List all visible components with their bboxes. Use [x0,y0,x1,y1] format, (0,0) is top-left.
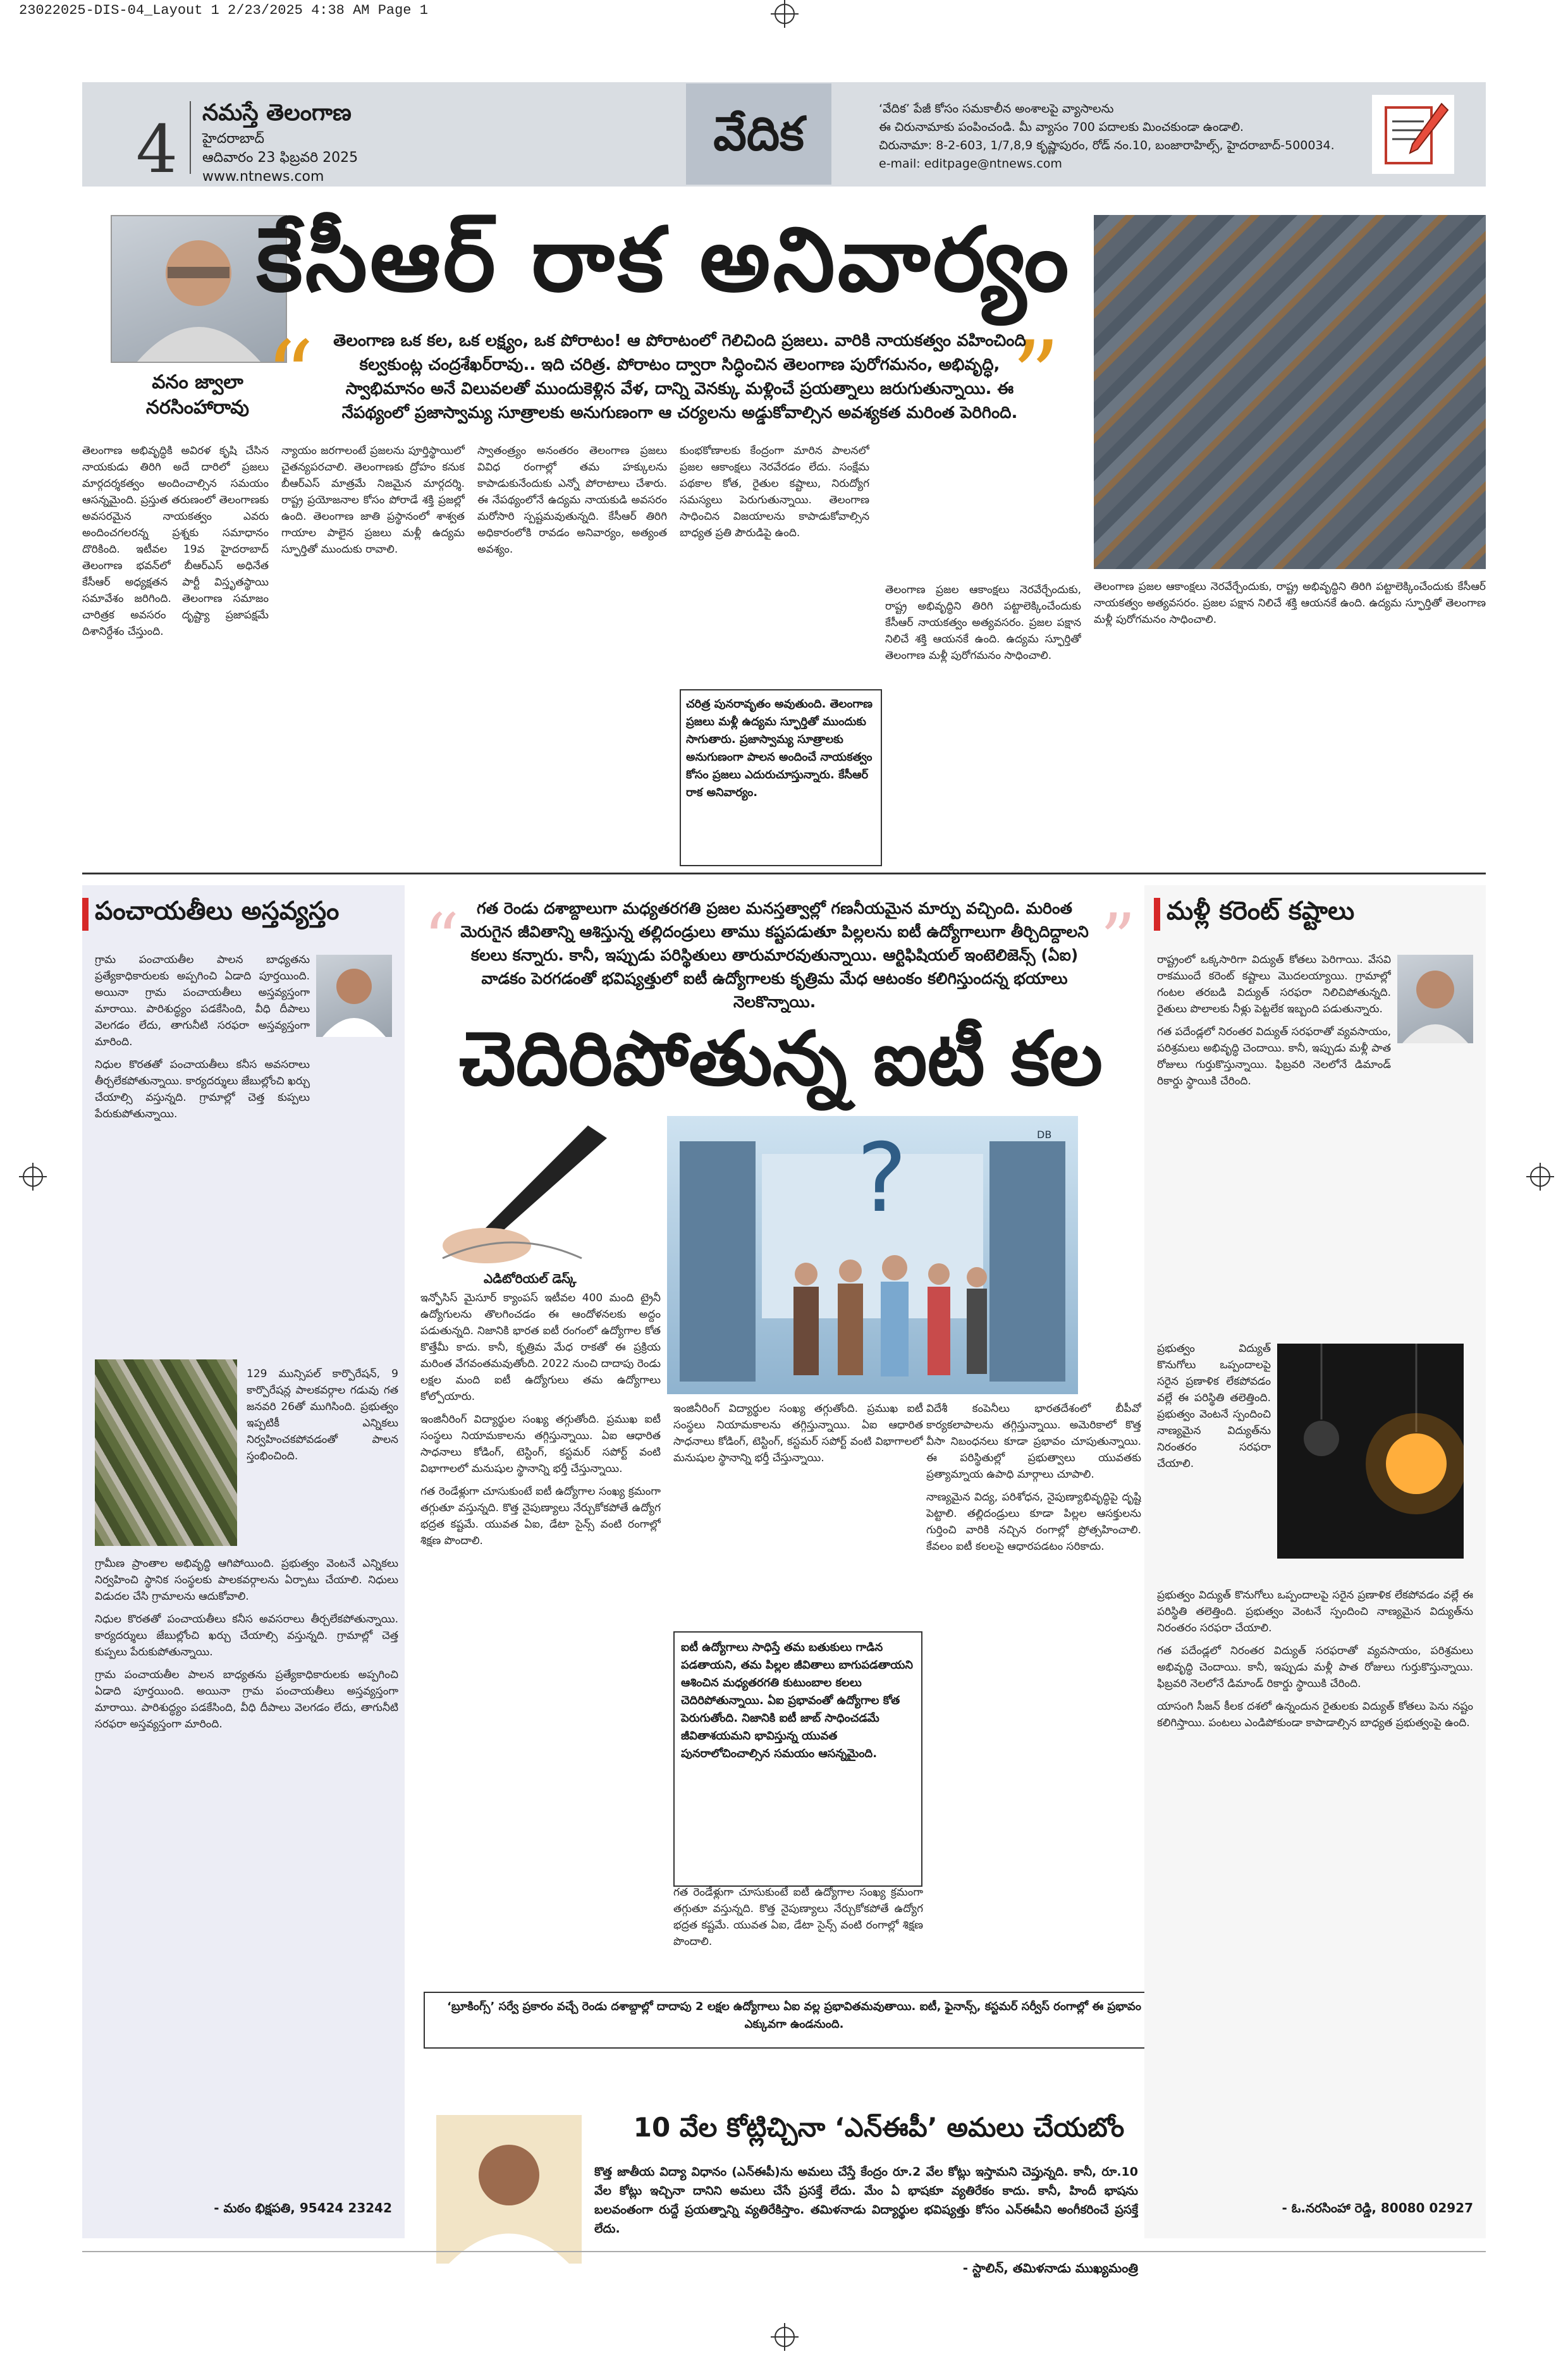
author-photo [316,955,392,1037]
date: ఆదివారం 23 ఫిబ్రవరి 2025 [202,150,358,166]
city: హైదరాబాద్ [202,131,264,147]
masthead-divider [190,101,191,174]
left-signature: - మఠం భిక్షపతి, 95424 23242 [214,2200,392,2216]
paragraph: గత పదేండ్లలో నిరంతర విద్యుత్ సరఫరాతో వ్యవసాయం, పరిశ్రమలు అభివృద్ధి చెందాయి. కానీ, ఇప్పుడు మళ్లీ పాత రోజులు గుర్తుకొస్తున్నాయి. ఫిబ్రవరి నెలలోనే డిమాండ్ రికార్డు స్థాయికి చేరింది. [1157,1026,1391,1088]
page-number: 4 [136,111,178,188]
center-standfirst: గత రెండు దశాబ్దాలుగా మధ్యతరగతి ప్రజల మనస్తత్వాల్లో గణనీయమైన మార్పు వచ్చింది. మరింత మెరుగైన జీవితాన్ని ఆశిస్తున్న తల్లిదండ్రులు తాము కష్టపడుతూ పిల్లలను ఐటీ ఉద్యోగాలుగా తీర్చిదిద్దాలని కలలు కన్నారు. కానీ, ఇప్పుడు పరిస్థితులు తారుమారవుతున్నాయి. ఆర్టిఫిషియల్ ఇంటెలిజెన్స్ (ఏఐ) వాడకం పెరగడంతో భవిష్యత్తులో ఐటీ ఉద్యోగాలకు కృత్రిమ మేధ ఆటంకం కలిగిస్తుందన్న భయాలు నెలకొన్నాయి. [460,899,1089,1011]
paragraph: నాణ్యమైన విద్య, పరిశోధన, నైపుణ్యాభివృద్ధిపై దృష్టి పెట్టాలి. తల్లిదండ్రులు కూడా పిల్లల ఆసక్తులను గుర్తించి వారికి నచ్చిన రంగాల్లో ప్రోత్సహించాలి. కేవలం ఐటీ కలలపై ఆధారపడటం సరికాదు. [926,1491,1141,1553]
headline: కేసీఆర్ రాక అనివార్యం [256,209,1072,312]
paragraph: ఇన్ఫోసిస్ మైసూర్ క్యాంపస్ ఇటీవల 400 మంది ట్రైనీ ఉద్యోగులను తొలగించడం ఈ ఆందోళనలకు అద్దం పడుతున్నది. నిజానికి భారత ఐటీ రంగంలో ఉద్యోగాల కోత కొత్తేమీ కాదు. కానీ, కృత్రిమ మేధ రాకతో ఈ ప్రక్రియ మరింత వేగవంతమవుతోంది. 2022 నుంచి దాదాపు రెండు లక్షల మంది ఐటీ ఉద్యోగులు తమ ఉద్యోగాలు కోల్పోయారు. [420,1292,661,1403]
illustration-label: DB [1037,1129,1052,1141]
lead-column-3 [477,443,667,863]
center-column-1 [420,1290,661,1979]
right-column-3 [1157,1587,1473,2188]
print-strip: 23022025-DIS-04_Layout 1 2/23/2025 4:38 AM Page 1 [19,3,428,18]
lead-pull-box: చరిత్ర పునరావృతం అవుతుంది. తెలంగాణ ప్రజలు మళ్లీ ఉద్యమ స్ఫూర్తితో ముందుకు సాగుతారు. ప్రజాస్వామ్య సూత్రాలకు అనుగుణంగా పాలన అందించే నాయకత్వం కోసం ప్రజలు ఎదురుచూస్తున్నారు. కేసీఆర్ రాక అనివార్యం. [680,689,882,866]
contact-email[interactable]: e-mail: editpage@ntnews.com [879,157,1062,171]
section-marker [1154,898,1160,931]
open-quote-icon: “ [424,898,460,979]
paper-name: నమస్తే తెలంగాణ [202,100,352,126]
contact-address: చిరునామా: 8-2-603, 1/7,8,9 కృష్ణాపురం, రోడ్ నం.10, బంజారాహిల్స్, హైదరాబాద్-500034. [879,138,1335,152]
pen-paper-icon [1372,95,1454,174]
contact-line: ‘వేదిక’ పేజీ కోసం సమకాలీన అంశాలపై వ్యాసాలను [879,102,1114,116]
paragraph: విదేశీ కంపెనీలు భారతదేశంలో బీపీవో కార్యకలాపాలను తగ్గిస్తున్నాయి. అమెరికాలో కొత్త వీసా నిబంధనలు కూడా ప్రభావం చూపుతున్నాయి. ఈ పరిస్థితుల్లో ప్రభుత్వాలు యువతకు ప్రత్యామ్నాయ ఉపాధి మార్గాలు చూపాలి. [926,1402,1141,1481]
it-illustration [667,1116,1078,1394]
paragraph: యాసంగి సీజన్ కీలక దశలో ఉన్నందున రైతులకు విద్యుత్ కోతలు పెను నష్టం కలిగిస్తాయి. పంటలు ఎండిపోకుండా కాపాడాల్సిన బాధ్యత ప్రభుత్వంపై ఉంది. [1157,1700,1473,1729]
author-name: వనం జ్వాలా నరసింహారావు [145,371,250,419]
registration-mark-top [775,4,795,24]
standfirst: తెలంగాణ ఒక కల, ఒక లక్ష్యం, ఒక పోరాటం! ఆ పోరాటంలో గెలిచింది ప్రజలు. వారికి నాయకత్వం వహించింది కల్వకుంట్ల చంద్రశేఖర్‌రావు.. ఇది చరిత్ర. పోరాటం ద్వారా సిద్ధించిన తెలంగాణ పురోగమనం, అభివృద్ధి, స్వాభిమానం అనే విలువలతో ముందుకెళ్లిన వేళ, దాన్ని వెనక్కు మళ్లించే ప్రయత్నాలు జరుగుతున్నాయి. ఈ నేపథ్యంలో ప్రజాస్వామ్య సూత్రాలకు అనుగుణంగా ఆ చర్యలను అడ్డుకోవాల్సిన అవశ్యకత మరింత పెరిగింది. [333,331,1026,422]
center-column-2 [673,1401,923,1625]
footer-rule [82,2251,1486,2252]
left-column-1 [95,952,310,1356]
author-photo [1397,955,1473,1043]
paragraph: గత రెండేళ్లుగా చూసుకుంటే ఐటీ ఉద్యోగాల సంఖ్య క్రమంగా తగ్గుతూ వస్తున్నది. కొత్త నైపుణ్యాలు నేర్చుకోకపోతే ఉద్యోగ భద్రత కష్టమే. యువత ఏఐ, డేటా సైన్స్ వంటి రంగాల్లో శిక్షణ పొందాలి. [420,1485,661,1547]
open-quote-icon: “ [266,321,314,431]
masthead-dateline [202,130,358,187]
paragraph: న్యాయం జరగాలంటే ప్రజలను పూర్తిస్థాయిలో చైతన్యపరచాలి. తెలంగాణకు ద్రోహం కనుక బీఆర్ఎస్ మాత్రమే నిజమైన మార్గదర్శి. రాష్ట్ర ప్రయోజనాల కోసం పోరాడే శక్తి ప్రజల్లో ఉంది. తెలంగాణ జాతి ప్రస్థానంలో శాశ్వత గాయాల పాలైన ప్రజలు మళ్లీ ఉద్యమ స్ఫూర్తితో ముందుకు రావాలి. [281,444,465,556]
center-pull-box: ఐటీ ఉద్యోగాలు సాధిస్తే తమ బతుకులు గాడిన పడతాయని, తమ పిల్లల జీవితాలు బాగుపడతాయని ఆశించిన మధ్యతరగతి కుటుంబాల కలలు చెదిరిపోతున్నాయి. ఏఐ ప్రభావంతో ఉద్యోగాల కోత పెరుగుతోంది. నిజానికి ఐటీ జాబ్ సాధించడమే జీవితాశయమని భావిస్తున్న యువత పునరాలోచించాల్సిన సమయం ఆసన్నమైంది. [673,1631,922,1887]
center-bottom-box: ‘బ్రూకింగ్స్’ సర్వే ప్రకారం వచ్చే రెండు దశాబ్దాల్లో దాదాపు 2 లక్షల ఉద్యోగాలు ఏఐ వల్ల ప్రభావితమవుతాయి. ఐటీ, ఫైనాన్స్, కస్టమర్ సర్వీస్ రంగాల్లో ఈ ప్రభావం ఎక్కువగా ఉండనుంది. [424,1992,1165,2049]
registration-mark-right [1530,1167,1550,1187]
center-column-4 [673,1884,923,1979]
center-headline: చెదిరిపోతున్న ఐటీ కల [459,1015,1103,1102]
crowd-photo [1094,215,1486,569]
paragraph: గత రెండేళ్లుగా చూసుకుంటే ఐటీ ఉద్యోగాల సంఖ్య క్రమంగా తగ్గుతూ వస్తున్నది. కొత్త నైపుణ్యాలు నేర్చుకోకపోతే ఉద్యోగ భద్రత కష్టమే. యువత ఏఐ, డేటా సైన్స్ వంటి రంగాల్లో శిక్షణ పొందాలి. [673,1886,923,1948]
registration-mark-left [23,1167,43,1187]
stalin-headline: 10 వేల కోట్లిచ్చినా ‘ఎన్‌ఈపీ’ అమలు చేయబోం [633,2112,1125,2143]
lead-column-1 [82,443,269,863]
paragraph: 129 మున్సిపల్ కార్పొరేషన్, 9 కార్పొరేషన్ల పాలకవర్గాల గడువు గత జనవరి 26తో ముగిసింది. ప్రభుత్వం ఇప్పటికీ ఎన్నికలు నిర్వహించకపోవడంతో పాలన స్తంభించింది. [247,1368,398,1462]
paragraph: ఇంజినీరింగ్ విద్యార్థుల సంఖ్య తగ్గుతోంది. ప్రముఖ ఐటీ సంస్థలు నియామకాలను తగ్గిస్తున్నాయి. ఏఐ ఆధారిత సాధనాలు కోడింగ్, టెస్టింగ్, కస్టమర్ సపోర్ట్ వంటి విభాగాలలో మనుషుల స్థానాన్ని భర్తీ చేస్తున్నాయి. [673,1402,923,1464]
website: www.ntnews.com [202,169,324,185]
left-column-3 [95,1555,398,2194]
paragraph: రాష్ట్రంలో ఒక్కసారిగా విద్యుత్ కోతలు పెరిగాయి. వేసవి రాకముందే కరెంట్ కష్టాలు మొదలయ్యాయి. గ్రామాల్లో గంటల తరబడి విద్యుత్ సరఫరా నిలిచిపోతున్నది. రైతులు పొలాలకు నీళ్లు పెట్టలేక ఇబ్బంది పడుతున్నారు. [1157,953,1391,1015]
light-bulb-photo [1277,1344,1464,1559]
paragraph: గ్రామీణ ప్రాంతాల అభివృద్ధి ఆగిపోయింది. ప్రభుత్వం వెంటనే ఎన్నికలు నిర్వహించి స్థానిక సంస్థలకు పాలకవర్గాలను ఏర్పాటు చేయాలి. నిధులు విడుదల చేసి గ్రామాలను ఆదుకోవాలి. [95,1557,398,1603]
stalin-quote: కొత్త జాతీయ విద్యా విధానం (ఎన్‌ఈపీ)ను అమలు చేస్తే కేంద్రం రూ.2 వేల కోట్లు ఇస్తామని చెప్తున్నది. కానీ, రూ.10 వేల కోట్లు ఇచ్చినా దానిని అమలు చేసే ప్రసక్తే లేదు. మేం ఏ భాషకూ వ్యతిరేకం కాదు. కానీ, హిందీ భాషను బలవంతంగా రుద్దే ప్రయత్నాన్ని వ్యతిరేకిస్తాం. తమిళనాడు విద్యార్థుల భవిష్యత్తు కోసం ఎన్‌ఈపీని అంగీకరించే ప్రసక్తే లేదు. [594,2165,1138,2236]
paragraph: నిధుల కొరతతో పంచాయతీలు కనీస అవసరాలు తీర్చలేకపోతున్నాయి. కార్యదర్శులు జేబుల్లోంచి ఖర్చు చేయాల్సి వస్తున్నది. గ్రామాల్లో చెత్త కుప్పలు పేరుకుపోతున్నాయి. [95,1613,398,1658]
contact-info [879,100,1359,173]
stalin-photo [436,2115,582,2264]
paragraph: గత పదేండ్లలో నిరంతర విద్యుత్ సరఫరాతో వ్యవసాయం, పరిశ్రమలు అభివృద్ధి చెందాయి. కానీ, ఇప్పుడు మళ్లీ పాత రోజులు గుర్తుకొస్తున్నాయి. ఫిబ్రవరి నెలలోనే డిమాండ్ రికార్డు స్థాయికి చేరింది. [1157,1645,1473,1690]
registration-mark-bottom [775,2327,795,2347]
right-column-1 [1157,952,1391,1325]
paragraph: గ్రామ పంచాయతీల పాలన బాధ్యతను ప్రత్యేకాధికారులకు అప్పగించి ఏడాది పూర్తయింది. అయినా గ్రామ పంచాయతీలు అస్తవ్యస్తంగా మారాయి. పారిశుద్ధ్యం పడకేసింది, వీధి దీపాలు వెలగడం లేదు, తాగునీటి సరఫరా అస్తవ్యస్తంగా మారింది. [95,953,310,1048]
pen-icon [417,1113,670,1265]
right-section-head: మళ్లీ కరెంట్ కష్టాలు [1167,897,1355,926]
editorial-desk-credit: ఎడిటోరియల్ డెస్క్ [484,1271,577,1286]
section-divider [82,873,1486,874]
lead-column-5 [885,582,1081,863]
paragraph: తెలంగాణ అభివృద్ధికి అవిరళ కృషి చేసిన నాయకుడు తిరిగి అదే దారిలో ప్రజలు మార్గదర్శకత్వం అందించాల్సిన సమయం ఆసన్నమైంది. ప్రస్తుత తరుణంలో తెలంగాణకు అవసరమైన నాయకత్వం ఎవరు అందించగలరన్న ప్రశ్నకు సమాధానం దొరికింది. ఇటీవల 19వ హైదరాబాద్ తెలంగాణ భవన్‌లో బీఆర్ఎస్ అధినేత కేసీఆర్ అధ్యక్షతన పార్టీ విస్తృతస్థాయి సమావేశం జరిగింది. తెలంగాణ సమాజం చారిత్రక అవసరం దృష్ట్యా ప్రజాపక్షమే దిశానిర్దేశం చేస్తుంది. [82,444,269,638]
left-section-head: పంచాయతీలు అస్తవ్యస్తం [95,897,340,926]
paragraph: కుంభకోణాలకు కేంద్రంగా మారిన పాలనలో ప్రజల ఆకాంక్షలు నెరవేరడం లేదు. సంక్షేమ పథకాల కోత, రైతుల కష్టాలు, నిరుద్యోగ సమస్యలు పెరుగుతున్నాయి. తెలంగాణ సాధించిన విజయాలను కాపాడుకోవాల్సిన బాధ్యత ప్రతి పౌరుడిపై ఉంది. [680,444,869,539]
contact-line: ఈ చిరునామాకు పంపించండి. మీ వ్యాసం 700 పదాలకు మించకుండా ఉండాలి. [879,120,1244,134]
section-marker [82,898,89,931]
lead-column-2 [281,443,465,696]
svg-text:?: ? [857,1124,907,1234]
paragraph: గ్రామ పంచాయతీల పాలన బాధ్యతను ప్రత్యేకాధికారులకు అప్పగించి ఏడాది పూర్తయింది. అయినా గ్రామ పంచాయతీలు అస్తవ్యస్తంగా మారాయి. పారిశుద్ధ్యం పడకేసింది, వీధి దీపాలు వెలగడం లేదు, తాగునీటి సరఫరా అస్తవ్యస్తంగా మారింది. [95,1669,398,1731]
paragraph: నిధుల కొరతతో పంచాయతీలు కనీస అవసరాలు తీర్చలేకపోతున్నాయి. కార్యదర్శులు జేబుల్లోంచి ఖర్చు చేయాల్సి వస్తున్నది. గ్రామాల్లో చెత్త కుప్పలు పేరుకుపోతున్నాయి. [95,1058,310,1120]
paragraph: ప్రభుత్వం విద్యుత్ కొనుగోలు ఒప్పందాలపై సరైన ప్రణాళిక లేకపోవడం వల్లే ఈ పరిస్థితి తలెత్తింది. ప్రభుత్వం వెంటనే స్పందించి నాణ్యమైన విద్యుత్‌ను నిరంతరం సరఫరా చేయాలి. [1157,1589,1473,1634]
close-quote-icon: ” [1100,898,1136,979]
close-quote-icon: ” [1012,321,1060,431]
right-column-2 [1157,1340,1271,1581]
section-title: వేదిక [686,83,831,185]
left-column-2 [247,1366,398,1549]
garbage-photo [95,1359,237,1546]
paragraph: ఇంజినీరింగ్ విద్యార్థుల సంఖ్య తగ్గుతోంది. ప్రముఖ ఐటీ సంస్థలు నియామకాలను తగ్గిస్తున్నాయి. ఏఐ ఆధారిత సాధనాలు కోడింగ్, టెస్టింగ్, కస్టమర్ సపోర్ట్ వంటి విభాగాలలో మనుషుల స్థానాన్ని భర్తీ చేస్తున్నాయి. [420,1413,661,1475]
paragraph: తెలంగాణ ప్రజల ఆకాంక్షలు నెరవేర్చేందుకు, రాష్ట్ర అభివృద్ధిని తిరిగి పట్టాలెక్కించేందుకు కేసీఆర్ నాయకత్వం అత్యవసరం. ప్రజల పక్షాన నిలిచే శక్తి ఆయనకే ఉంది. ఉద్యమ స్ఫూర్తితో తెలంగాణ మళ్లీ పురోగమనం సాధించాలి. [1094,580,1486,626]
right-signature: - ఓ.నరసింహా రెడ్డి, 80080 02927 [1282,2200,1473,2216]
lead-column-6 [1094,579,1486,863]
stalin-signature: - స్టాలిన్, తమిళనాడు ముఖ్యమంత్రి [962,2260,1138,2276]
paragraph: ప్రభుత్వం విద్యుత్ కొనుగోలు ఒప్పందాలపై సరైన ప్రణాళిక లేకపోవడం వల్లే ఈ పరిస్థితి తలెత్తింది. ప్రభుత్వం వెంటనే స్పందించి నాణ్యమైన విద్యుత్‌ను నిరంతరం సరఫరా చేయాలి. [1157,1342,1271,1470]
paragraph: తెలంగాణ ప్రజల ఆకాంక్షలు నెరవేర్చేందుకు, రాష్ట్ర అభివృద్ధిని తిరిగి పట్టాలెక్కించేందుకు కేసీఆర్ నాయకత్వం అత్యవసరం. ప్రజల పక్షాన నిలిచే శక్తి ఆయనకే ఉంది. ఉద్యమ స్ఫూర్తితో తెలంగాణ మళ్లీ పురోగమనం సాధించాలి. [885,584,1081,662]
center-column-3 [926,1401,1141,1976]
paragraph: స్వాతంత్ర్యం అనంతరం తెలంగాణ ప్రజలు వివిధ రంగాల్లో తమ హక్కులను కాపాడుకునేందుకు ఎన్నో పోరాటాలు చేశారు. ఈ నేపథ్యంలోనే ఉద్యమ నాయకుడి అవసరం మరోసారి స్పష్టమవుతున్నది. కేసీఆర్ తిరిగి అధికారంలోకి రావడం అనివార్యం, అత్యంత అవశ్యం. [477,444,667,556]
